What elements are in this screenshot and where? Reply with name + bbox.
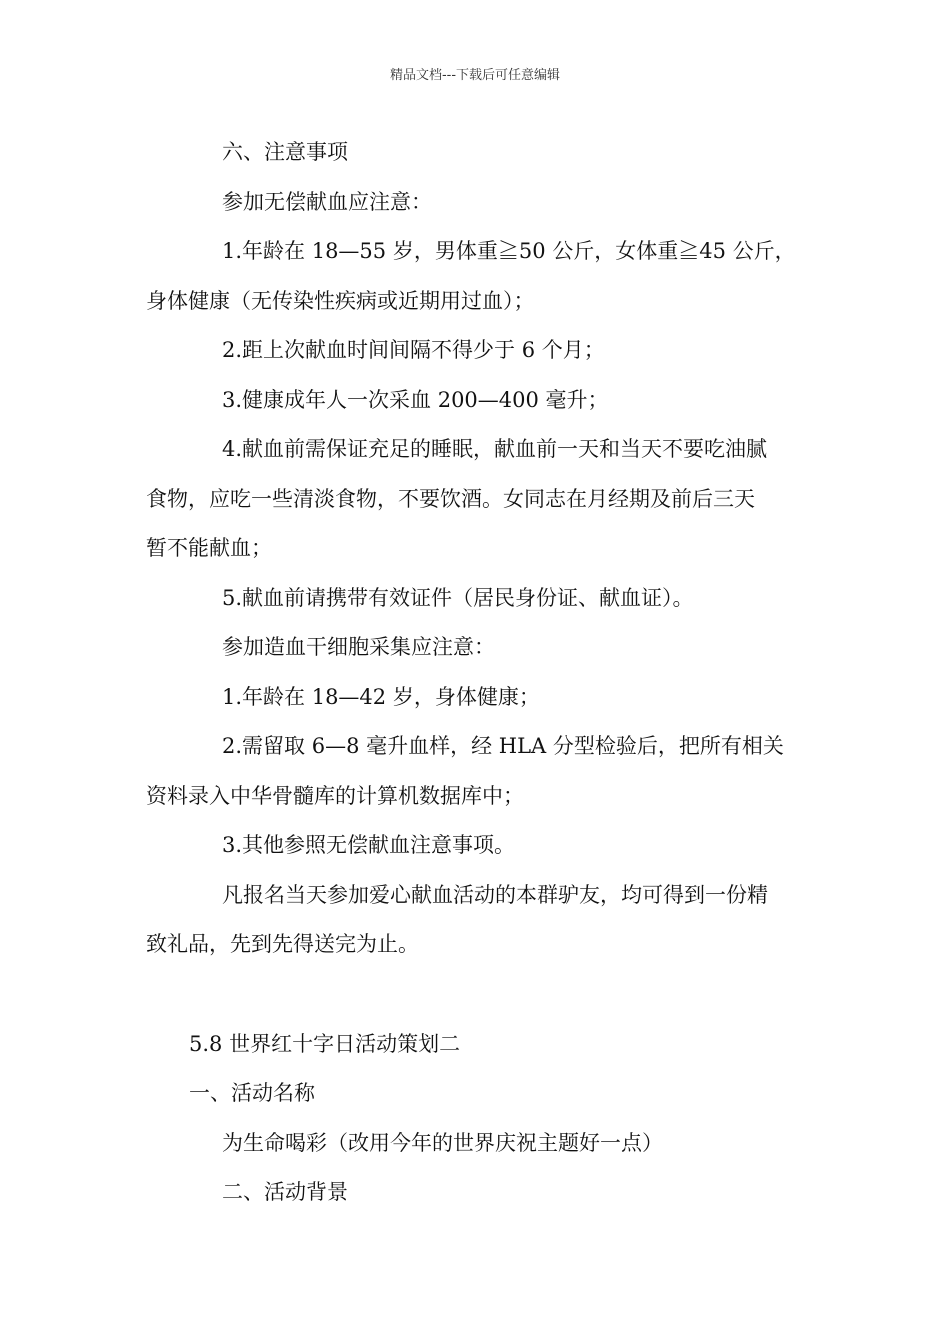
section-heading-activity-name: 一、活动名称: [189, 1081, 315, 1105]
paragraph-item-1-line-2: 身体健康（无传染性疾病或近期用过血）；: [146, 288, 535, 313]
plan-two-title: 5.8 世界红十字日活动策划二: [189, 1031, 461, 1056]
paragraph-item-4-line-1: 4.献血前需保证充足的睡眠，献血前一天和当天不要吃油腻: [222, 437, 768, 461]
paragraph-item-2: 2.距上次献血时间间隔不得少于 6 个月；: [222, 338, 605, 362]
paragraph-item-5: 5.献血前请携带有效证件（居民身份证、献血证）。: [222, 585, 694, 610]
subheading-blood-donation: 参加无偿献血应注意：: [222, 189, 432, 214]
gift-note-line-1: 凡报名当天参加爱心献血活动的本群驴友，均可得到一份精: [222, 882, 768, 907]
subheading-stem-cell: 参加造血干细胞采集应注意：: [222, 635, 495, 659]
paragraph-item-4-line-3: 暂不能献血；: [146, 536, 272, 560]
stem-cell-item-2-line-2: 资料录入中华骨髓库的计算机数据库中；: [146, 783, 524, 808]
section-spacer: [146, 970, 810, 1020]
section-heading-background: 二、活动背景: [222, 1180, 348, 1204]
paragraph-item-4-line-2: 食物，应吃一些清淡食物，不要饮酒。女同志在月经期及前后三天: [146, 486, 755, 511]
activity-name-text: 为生命喝彩（改用今年的世界庆祝主题好一点）: [222, 1130, 663, 1155]
stem-cell-item-3: 3.其他参照无偿献血注意事项。: [222, 833, 516, 857]
stem-cell-item-1: 1.年龄在 18—42 岁，身体健康；: [222, 684, 540, 709]
stem-cell-item-2-line-1: 2.需留取 6—8 毫升血样，经 HLA 分型检验后，把所有相关: [222, 734, 784, 758]
document-body: [146, 128, 810, 1218]
paragraph-item-1-line-1: 1.年龄在 18—55 岁，男体重≧50 公斤，女体重≧45 公斤，: [222, 239, 796, 263]
paragraph-item-3: 3.健康成年人一次采血 200—400 毫升；: [222, 387, 609, 412]
gift-note-line-2: 致礼品，先到先得送完为止。: [146, 932, 419, 956]
section-heading-precautions: 六、注意事项: [222, 140, 348, 164]
page-header: 精品文档---下载后可任意编辑: [389, 68, 561, 83]
